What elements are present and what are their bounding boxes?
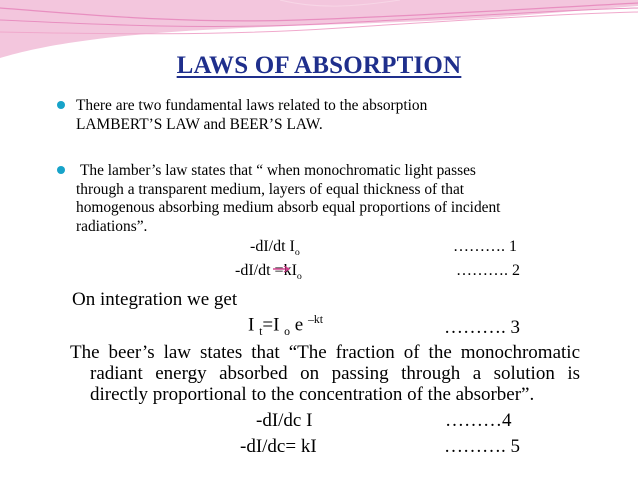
equation-1-lhs: -dI/dt $I_o$	[250, 238, 300, 259]
bullet-line: radiations”.	[76, 217, 148, 235]
strike-arrow-icon	[272, 265, 292, 273]
equation-3-lhs: I $_t$=I $_o$ e $^{-kt}$	[248, 313, 324, 339]
bullet-item-lamberts-law	[72, 162, 582, 236]
bullet-line: There are two fundamental laws related to the absorption	[76, 97, 428, 114]
equation-2-lhs: $-dI/dt =kI_o$	[235, 262, 302, 283]
bullet-line: homogenous absorbing medium absorb equal proportions of incident	[76, 199, 501, 217]
bullet-line: through a transparent medium, layers of equal thickness of that	[76, 180, 465, 198]
equation-5-lhs: -dI/dc= kI	[240, 436, 317, 457]
integration-text: On integration we get	[72, 289, 238, 310]
equation-4-lhs: -dI/dc I	[256, 410, 313, 431]
bullet-item-fundamental-laws	[72, 97, 582, 134]
page-title: LAWS OF ABSORPTION	[176, 52, 462, 79]
bullet-icon	[57, 166, 65, 174]
equation-2-number: ………. 2	[456, 262, 520, 279]
bullet-icon	[57, 101, 65, 109]
bullet-line: LAMBERT’S LAW and BEER’S LAW.	[76, 115, 323, 133]
header-wave-decoration	[0, 0, 638, 60]
beers-law-line: radiant energy absorbed on passing through a solution is	[90, 363, 580, 384]
equation-1-number: ………. 1	[453, 238, 517, 255]
equation-3-number: ………. 3	[444, 317, 520, 338]
bullet-line: The lamber’s law states that “ when monochromatic light passes	[80, 162, 476, 179]
equation-5-number: ………. 5	[444, 436, 520, 457]
beers-law-line: The beer’s law states that “The fraction of the monochromatic	[70, 342, 580, 363]
beers-law-line: directly proportional to the concentration of the absorber”.	[90, 384, 535, 405]
equation-4-number: ………4	[445, 410, 512, 431]
beers-law-paragraph	[72, 342, 580, 405]
